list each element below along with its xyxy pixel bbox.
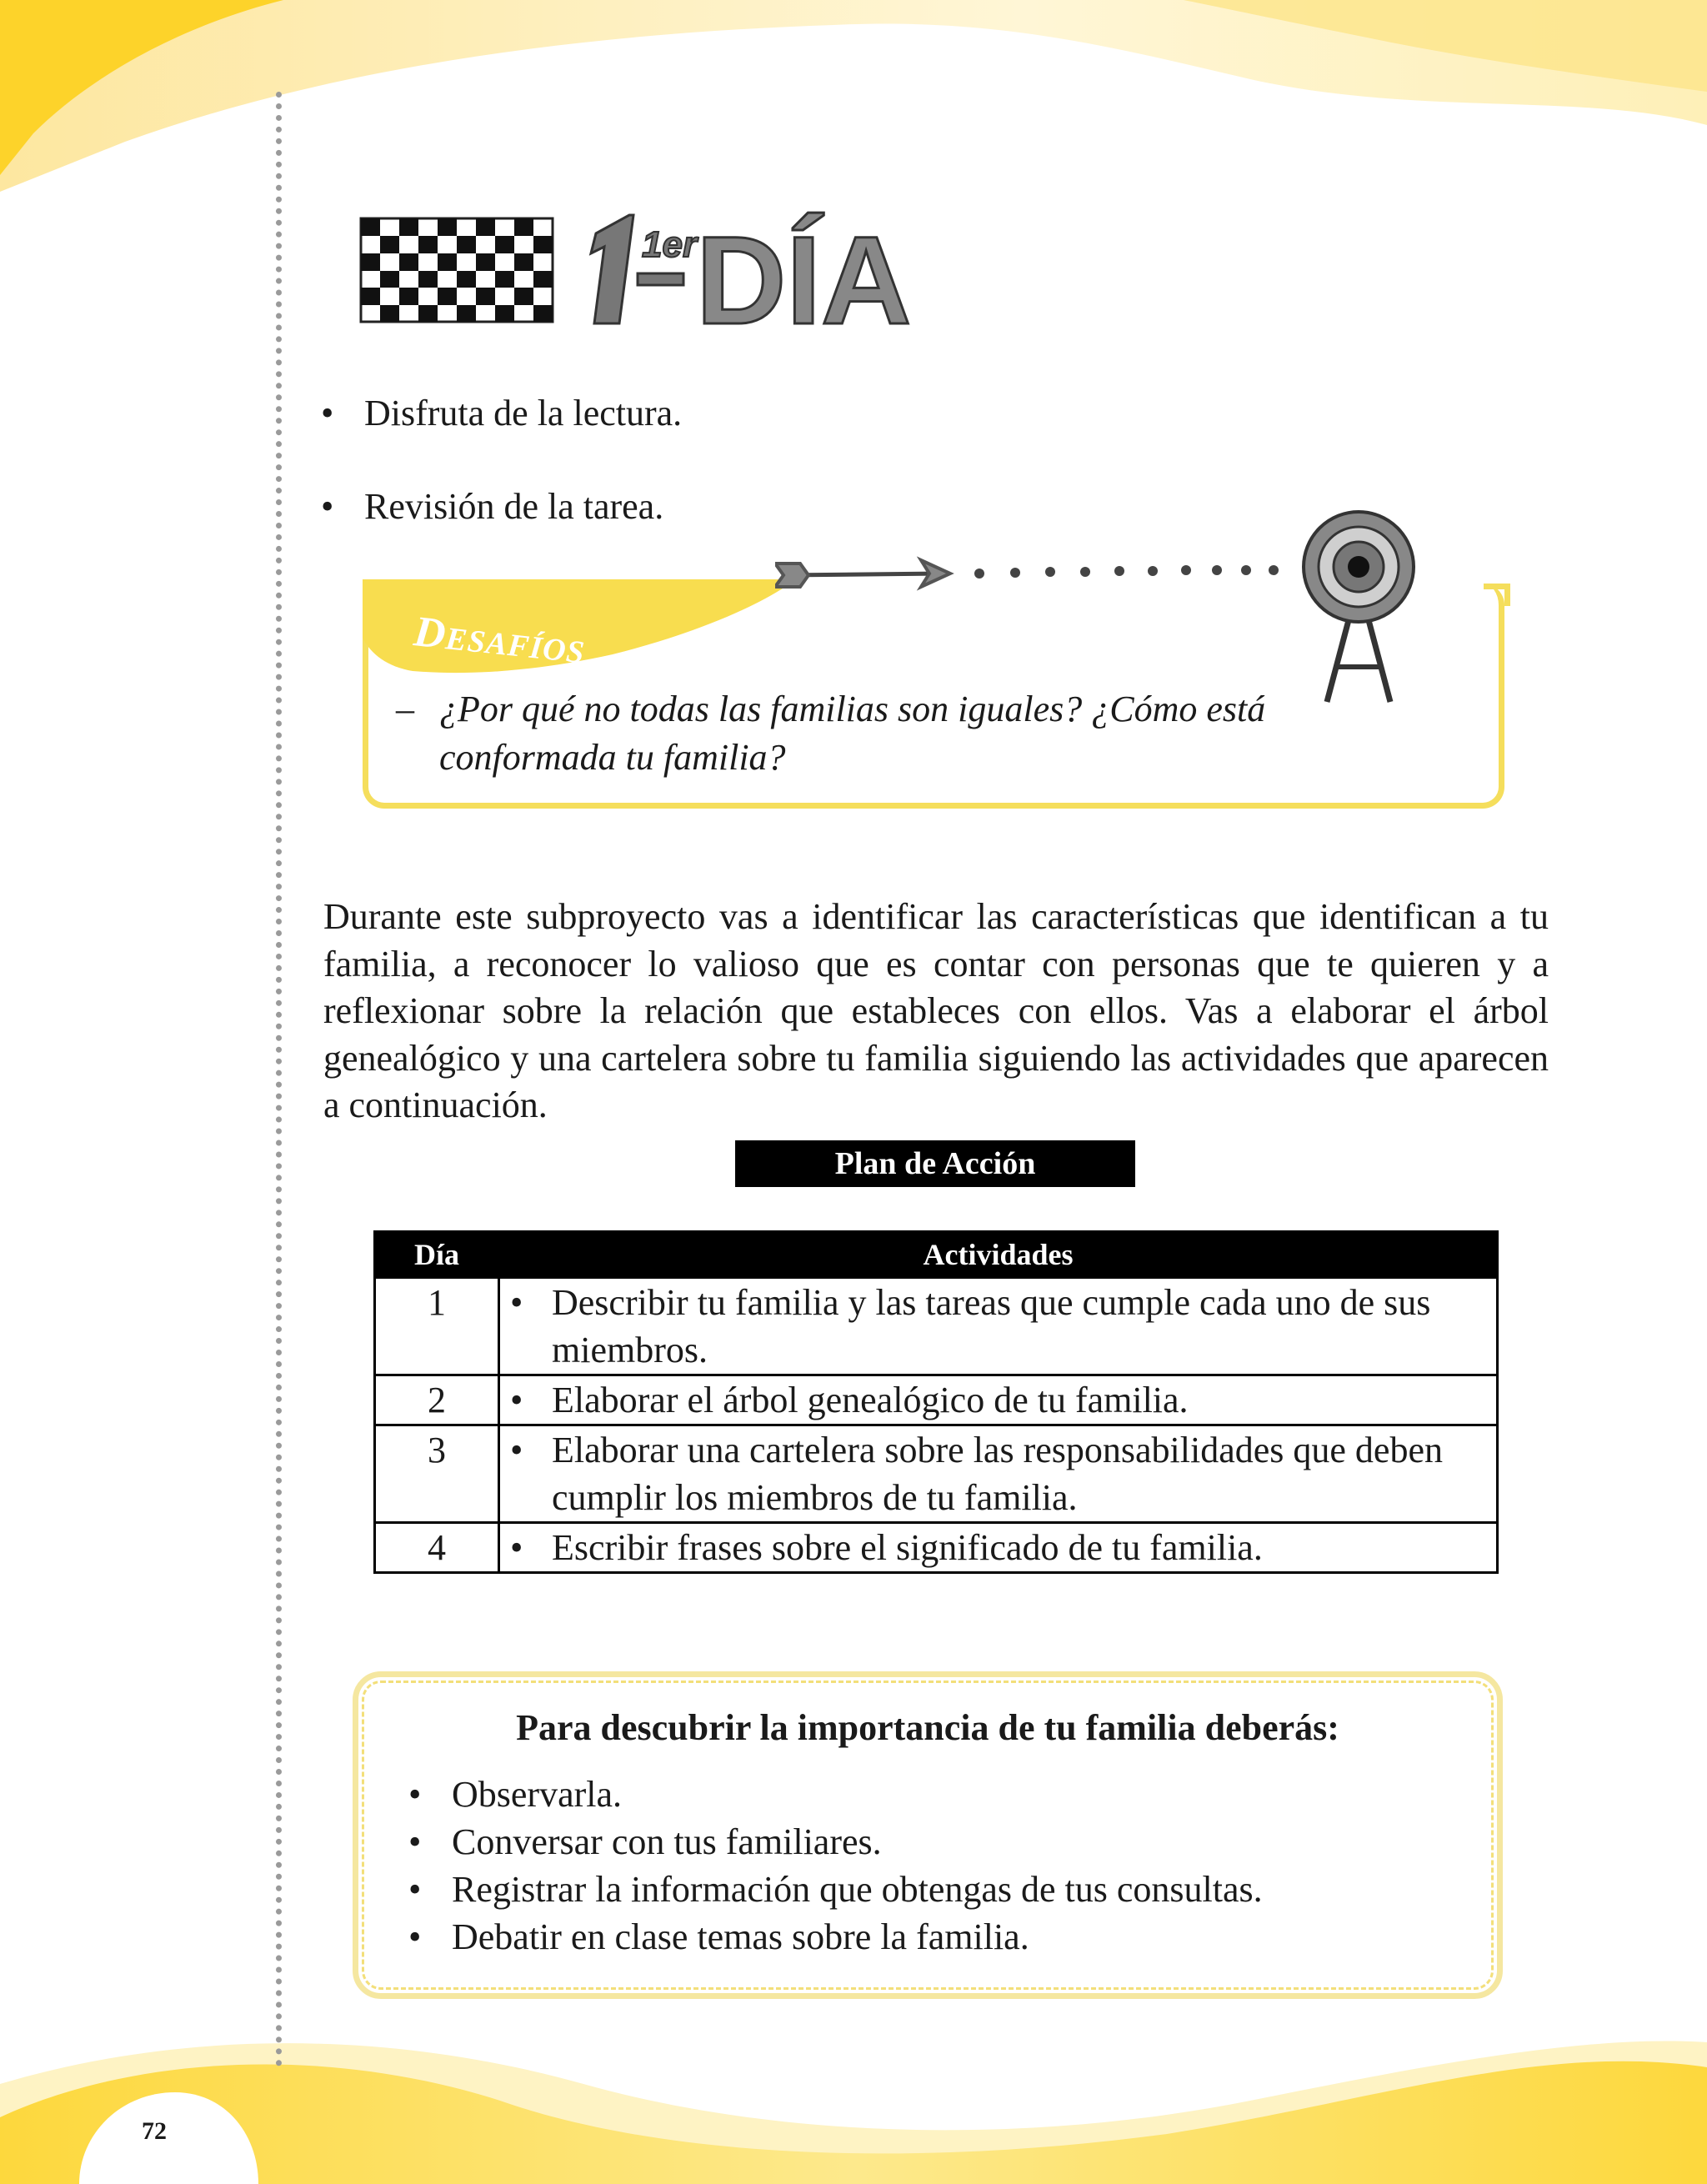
list-item-text: Observarla.	[452, 1774, 623, 1815]
activity-cell	[499, 1375, 1498, 1425]
list-item-text: Registrar la información que obtengas de tus consultas.	[452, 1869, 1263, 1910]
day-cell: 2	[375, 1375, 499, 1425]
bullet-glyph: •	[321, 486, 334, 527]
day-cell: 1	[375, 1278, 499, 1375]
table-row	[375, 1523, 1498, 1573]
top-bullet-item	[321, 392, 682, 434]
activity-cell	[499, 1425, 1498, 1523]
list-item-text: Conversar con tus familiares.	[452, 1821, 882, 1862]
activity-cell	[499, 1523, 1498, 1573]
importancia-title: Para descubrir la importancia de tu familia deberás:	[516, 1707, 1339, 1748]
column-header-activities: Actividades	[499, 1232, 1498, 1278]
bullet-glyph: •	[408, 1774, 422, 1815]
day-cell: 3	[375, 1425, 499, 1523]
bullet-glyph: •	[408, 1869, 422, 1910]
bullet-glyph: •	[321, 393, 334, 433]
desafios-label-initial: D	[412, 608, 449, 659]
day-title-artwork	[354, 167, 1004, 342]
arrow-icon	[775, 560, 950, 587]
importancia-list	[408, 1771, 1263, 1961]
bullet-glyph: •	[510, 1430, 523, 1470]
desafios-question-text: ¿Por qué no todas las familias son iguales? ¿Cómo está conformada tu familia?	[439, 689, 1266, 778]
table-row	[375, 1278, 1498, 1375]
table-header-row	[375, 1232, 1498, 1278]
title-word-text: DÍA	[696, 210, 912, 342]
intro-paragraph: Durante este subproyecto vas a identificar las características que identifican a tu familia, a reconocer lo valioso que es contar con personas que te quieren y a reflexionar sobre la relación que estableces con ellos. Vas a elaborar el árbol genealógico y una cartelera sobre tu familia siguiendo las actividades que aparecen a continuación.	[323, 896, 1549, 1125]
activity-text: Elaborar una cartelera sobre las responsabilidades que deben cumplir los miembros de tu familia.	[552, 1430, 1443, 1518]
page-number: 72	[142, 2117, 167, 2145]
day-cell: 4	[375, 1523, 499, 1573]
table-row	[375, 1375, 1498, 1425]
activity-text: Escribir frases sobre el significado de tu familia.	[552, 1527, 1263, 1568]
top-bullet-text: Revisión de la tarea.	[364, 486, 664, 527]
target-icon	[1304, 512, 1414, 702]
bullet-glyph: •	[408, 1916, 422, 1957]
top-bullet-text: Disfruta de la lectura.	[364, 393, 683, 433]
plan-table	[373, 1230, 1499, 1574]
desafios-label-rest: ESAFÍOS	[443, 621, 587, 671]
list-item	[408, 1818, 1263, 1866]
list-item	[408, 1866, 1263, 1913]
dotted-path	[974, 565, 1279, 579]
column-header-day: Día	[375, 1232, 499, 1278]
plan-de-accion-banner: Plan de Acción	[735, 1140, 1135, 1187]
bullet-glyph: •	[510, 1282, 523, 1323]
top-bullet-item	[321, 485, 663, 528]
activity-text: Elaborar el árbol genealógico de tu familia.	[552, 1380, 1189, 1420]
activity-text: Describir tu familia y las tareas que cumple cada uno de sus miembros.	[552, 1282, 1431, 1370]
bullet-glyph: •	[510, 1380, 523, 1420]
checkered-flag-icon	[361, 218, 553, 322]
title-ordinal-text: 1er	[642, 224, 698, 265]
desafios-dash: –	[396, 689, 414, 729]
left-dotted-rule	[276, 92, 282, 2067]
desafios-corner	[1484, 584, 1510, 606]
activity-cell	[499, 1278, 1498, 1375]
bullet-glyph: •	[408, 1821, 422, 1862]
list-item	[408, 1913, 1263, 1961]
list-item	[408, 1771, 1263, 1818]
arrow-target-illustration	[775, 508, 1467, 717]
bullet-glyph: •	[510, 1527, 523, 1568]
table-row	[375, 1425, 1498, 1523]
list-item-text: Debatir en clase temas sobre la familia.	[452, 1916, 1029, 1957]
